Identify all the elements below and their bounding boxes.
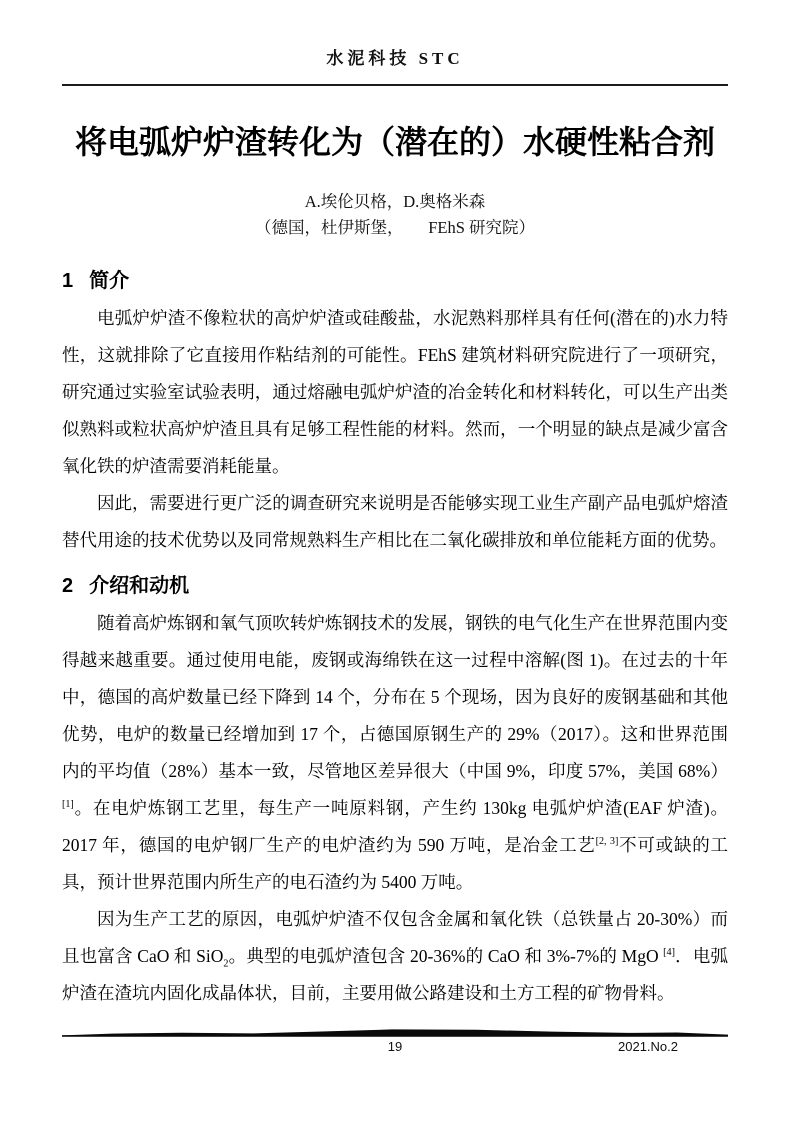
section-1-heading xyxy=(62,264,728,293)
page-footer xyxy=(62,1028,728,1057)
issue-label: 2021.No.2 xyxy=(618,1039,678,1054)
section-motivation xyxy=(62,569,728,1012)
paragraph: 因此，需要进行更广泛的调查研究来说明是否能够实现工业生产副产品电弧炉熔渣替代用途的技术优势以及同常规熟料生产相比在二氧化碳排放和单位能耗方面的优势。 xyxy=(62,493,728,551)
footer-meta xyxy=(62,1039,728,1057)
authors-line: A.埃伦贝格，D.奥格米森 xyxy=(304,191,486,211)
section-2-title: 介绍和动机 xyxy=(89,575,190,598)
journal-title: 水泥科技 STC xyxy=(326,49,464,68)
section-intro xyxy=(62,264,728,559)
footer-divider xyxy=(62,1028,728,1038)
section-1-title: 简介 xyxy=(89,270,130,293)
section-2-number: 2 xyxy=(62,575,74,598)
section-1-number: 1 xyxy=(62,270,74,293)
header-divider xyxy=(62,84,728,86)
section-2-heading xyxy=(62,569,728,598)
paragraph: 因为生产工艺的原因，电弧炉炉渣不仅包含金属和氧化铁（总铁量占 20-30%）而且也富含 CaO 和 SiO$_2$。典型的电弧炉渣包含 20-36%的 CaO 和 3%-7%的 MgO [4]．电弧炉渣在渣坑内固化成晶体状，目前，主要用做公路建设和土方工程的矿物骨料。 xyxy=(62,909,729,1004)
page-number: 19 xyxy=(387,1039,403,1054)
affiliation-line: （德国，杜伊斯堡， FEhS 研究院） xyxy=(254,218,536,238)
paragraph: 电弧炉炉渣不像粒状的高炉炉渣或硅酸盐，水泥熟料那样具有任何(潜在的)水力特性，这就排除了它直接用作粘结剂的可能性。FEhS 建筑材料研究院进行了一项研究，研究通过实验室试验表明，通过熔融电弧炉炉渣的冶金转化和材料转化，可以生产出类似熟料或粒状高炉炉渣且具有足够工程性能的材料。然而，一个明显的缺点是减少富含氧化铁的炉渣需要消耗能量。 xyxy=(62,308,728,477)
article-title: 将电弧炉炉渣转化为（潜在的）水硬性粘合剂 xyxy=(74,124,715,160)
paragraph: 随着高炉炼钢和氧气顶吹转炉炼钢技术的发展，钢铁的电气化生产在世界范围内变得越来越重要。通过使用电能，废钢或海绵铁在这一过程中溶解(图 1)。在过去的十年中，德国的高炉数量已经下降到 14 个，分布在 5 个现场，因为良好的废钢基础和其他优势，电炉的数量已经增加到 17 个，占德国原钢生产的 29%（2017）。这和世界范围内的平均值（28%）基本一致，尽管地区差异很大（中国 9%，印度 57%，美国 68%）[1]。在电炉炼钢工艺里，每生产一吨原料钢，产生约 130kg 电弧炉炉渣(EAF 炉渣)。2017 年，德国的电炉钢厂生产的电炉渣约为 590 万吨，是冶金工艺[2, 3]不可或缺的工具，预计世界范围内所生产的电石渣约为 5400 万吨。 xyxy=(62,613,729,893)
